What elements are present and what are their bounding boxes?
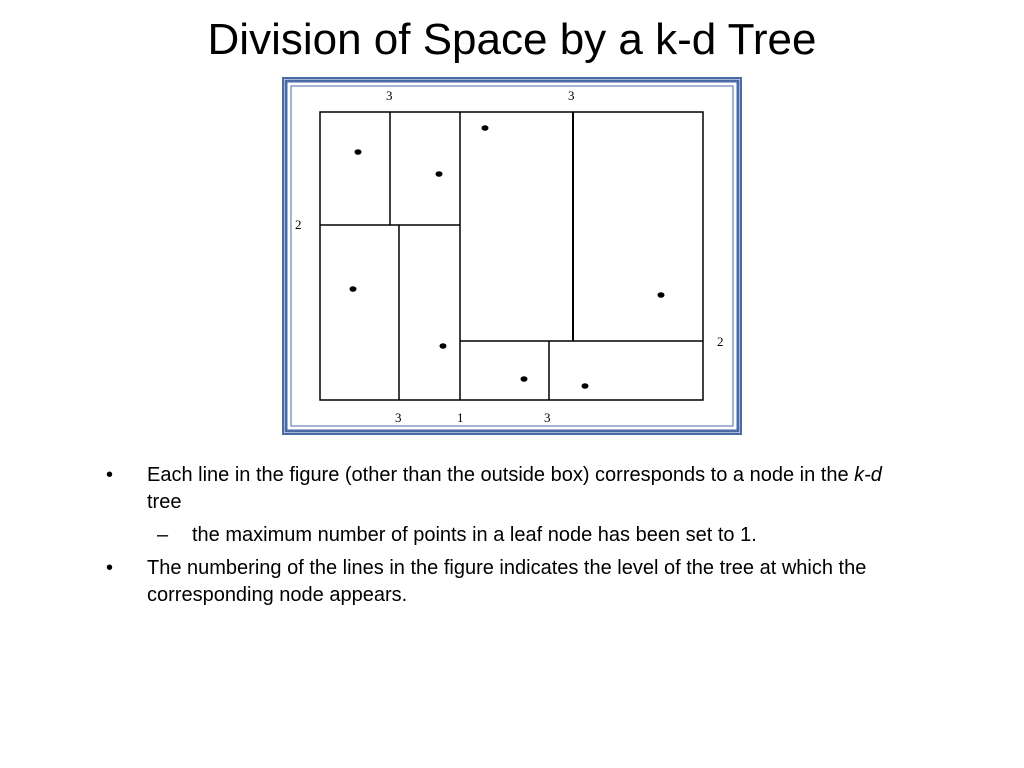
label-level-2-right: 2 [717, 334, 724, 349]
frame-middle [286, 81, 738, 431]
frame-inner [291, 86, 733, 426]
data-point [355, 149, 362, 155]
bullet-item [106, 555, 918, 609]
kd-tree-diagram [282, 77, 742, 435]
label-level-2-left: 2 [295, 217, 302, 232]
data-point [440, 343, 447, 349]
bullet-marker: • [106, 557, 114, 579]
bullet-text-part: Each line in the figure (other than the outside box) corresponds to a node in the [147, 464, 855, 486]
bullet-text-part: tree [147, 491, 182, 513]
bullet-marker: • [106, 464, 114, 486]
bullet-item [106, 462, 918, 516]
data-point [436, 171, 443, 177]
label-level-1-bottom: 1 [457, 410, 464, 425]
label-level-3-bottom-a: 3 [395, 410, 402, 425]
bullet-list [106, 462, 918, 615]
bullet-text-italic: k-d [854, 464, 882, 486]
data-point [482, 125, 489, 131]
space-box [320, 112, 703, 400]
label-level-3-top-left: 3 [386, 88, 393, 103]
frame-outer [283, 78, 741, 434]
bullet-text: The numbering of the lines in the figure indicates the level of the tree at which the corresponding node appears. [147, 557, 867, 606]
sub-bullet-marker: – [157, 524, 169, 546]
sub-bullet-item [106, 522, 918, 549]
label-level-3-top-right: 3 [568, 88, 575, 103]
data-point [521, 376, 528, 382]
data-point [582, 383, 589, 389]
bullet-text [147, 464, 882, 513]
data-point [658, 292, 665, 298]
label-level-3-bottom-b: 3 [544, 410, 551, 425]
data-point [350, 286, 357, 292]
kd-tree-figure [282, 77, 742, 435]
sub-bullet-text: the maximum number of points in a leaf node has been set to 1. [192, 524, 757, 546]
slide-title: Division of Space by a k-d Tree [207, 15, 817, 64]
